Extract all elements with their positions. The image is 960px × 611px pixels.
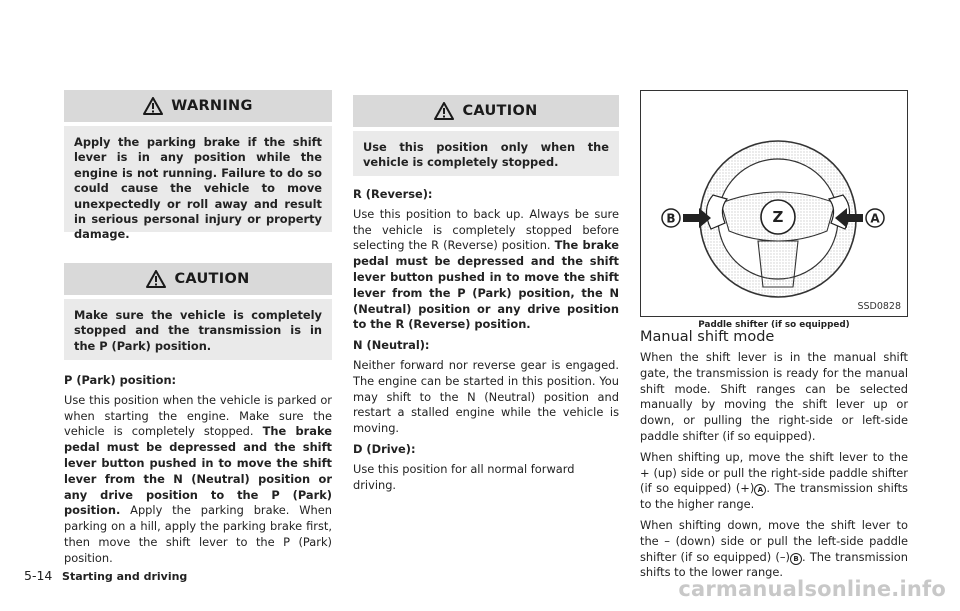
park-text-1: Use this position when the vehicle is parked or when starting the engine. Make sure the vehicle is completely stopped.: [64, 392, 332, 439]
manual-para-2a: When shifting up, move the shift lever to the + (up) side or pull the right-side paddle shifter (if so equipped) (+): [640, 449, 908, 496]
manual-shift-title: Manual shift mode: [640, 329, 775, 345]
caution-title: CAUTION: [174, 271, 250, 287]
page-footer: [24, 568, 187, 583]
gear-positions: [353, 187, 619, 498]
drive-paragraph: Use this position for all normal forward driving.: [353, 461, 575, 492]
reverse-text: Use this position to back up. Always be sure the vehicle is completely stopped before selecting the R (Reverse) position.: [353, 206, 619, 253]
caution-header-2: [353, 95, 619, 127]
manual-shift-text: [640, 350, 908, 586]
warning-header: [64, 90, 332, 122]
park-heading: P (Park) position:: [64, 373, 177, 387]
steering-wheel-illustration: [641, 91, 907, 316]
park-bold-text: The brake pedal must be depressed and the shift lever button pushed in to move the shift lever from the N (Neutral) position or any drive position to the P (Park) position.: [64, 424, 332, 518]
label-b: B: [666, 211, 676, 226]
manual-para-1: When the shift lever is in the manual shift gate, the transmission is ready for the manual shift mode. Shift ranges can be selected manually by moving the shift lever up or down, or pulling the right-side or left-side paddle shifter (if so equipped).: [640, 350, 908, 443]
manual-para-3a: When shifting down, move the shift lever to the – (down) side or pull the left-side paddle shifter (if so equipped) (–): [640, 517, 908, 564]
warning-triangle-icon: [143, 97, 163, 115]
footer-section-name: Starting and driving: [62, 570, 188, 583]
caution-triangle-icon: [434, 102, 454, 120]
figure-caption: Paddle shifter (if so equipped): [698, 320, 850, 330]
caution-body: Make sure the vehicle is completely stopped and the transmission is in the P (Park) position.: [64, 299, 332, 360]
neutral-heading: N (Neutral):: [353, 338, 430, 353]
drive-heading: D (Drive):: [353, 441, 416, 456]
manual-para-2b: . The transmission shifts to the higher range.: [640, 481, 908, 512]
manual-para-3: [640, 518, 908, 581]
label-a: A: [870, 211, 880, 226]
caution-body-2: Use this position only when the vehicle is completely stopped.: [353, 131, 619, 176]
park-text-2: Apply the parking brake. When parking on a hill, apply the parking brake first, then move the shift lever to the P (Park) position.: [64, 503, 332, 565]
svg-text:Z: Z: [772, 208, 784, 226]
park-paragraph: [64, 393, 332, 567]
watermark: carmanualsonline.info: [678, 577, 946, 601]
neutral-paragraph: Neither forward nor reverse gear is engaged. The engine can be started in this position. You may shift to the N (Neutral) position and restart a stalled engine while the vehicle is moving.: [353, 357, 619, 436]
reverse-bold-text: The brake pedal must be depressed and the shift lever button pushed in to move the shift lever from the P (Park) position, the N (Neutral) position or any drive position to the R (Reverse) position.: [353, 238, 619, 332]
reverse-paragraph: [353, 207, 619, 333]
manual-para-2: [640, 450, 908, 513]
paddle-shifter-figure: [640, 90, 908, 317]
caution-header: [64, 263, 332, 295]
page-number: 5-14: [24, 568, 53, 583]
figure-code: SSD0828: [857, 301, 901, 312]
caution-triangle-icon: [146, 270, 166, 288]
caution-title-2: CAUTION: [462, 103, 538, 119]
manual-para-3b: . The transmission shifts to the lower range.: [640, 549, 908, 580]
circled-a-icon: A: [754, 484, 766, 496]
reverse-heading: R (Reverse):: [353, 187, 433, 201]
park-section: [64, 373, 332, 572]
warning-body: Apply the parking brake if the shift lever is in any position while the engine is not running. Failure to do so could cause the vehicle to move unexpectedly or roll away and result in serious personal injury or property damage.: [64, 126, 332, 232]
warning-title: WARNING: [171, 98, 253, 114]
circled-b-icon: B: [790, 553, 802, 565]
